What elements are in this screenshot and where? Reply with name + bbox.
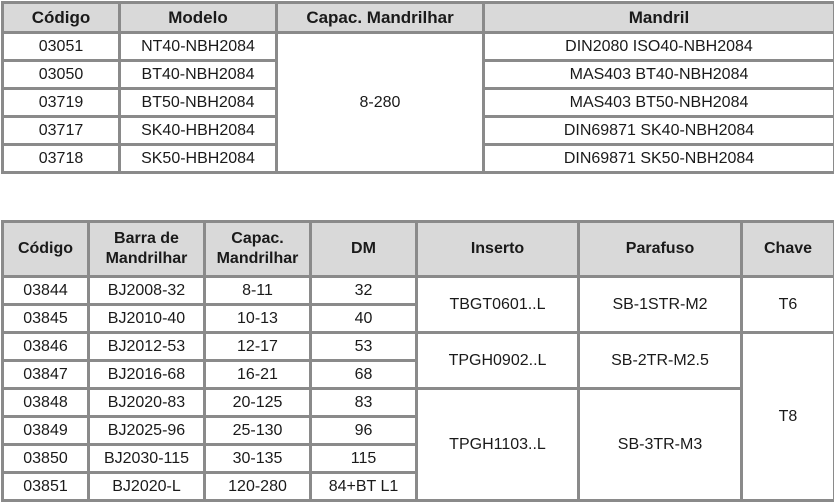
cell-barra: BJ2030-115: [89, 445, 205, 473]
cell-inserto: TBGT0601..L: [417, 277, 579, 333]
table-row: [3, 33, 834, 61]
cell-mandril: MAS403 BT50-NBH2084: [484, 89, 834, 117]
cell-capac: 120-280: [205, 473, 311, 501]
header-chave: Chave: [742, 222, 834, 277]
cell-mandril: MAS403 BT40-NBH2084: [484, 61, 834, 89]
cell-barra: BJ2010-40: [89, 305, 205, 333]
cell-capac: 12-17: [205, 333, 311, 361]
cell-codigo: 03845: [3, 305, 89, 333]
cell-parafuso: SB-1STR-M2: [579, 277, 742, 333]
cell-codigo: 03844: [3, 277, 89, 305]
cell-chave: T6: [742, 277, 834, 333]
cell-codigo: 03846: [3, 333, 89, 361]
header-dm: DM: [311, 222, 417, 277]
cell-barra: BJ2016-68: [89, 361, 205, 389]
cell-codigo: 03717: [3, 117, 120, 145]
cell-dm: 96: [311, 417, 417, 445]
cell-mandril: DIN2080 ISO40-NBH2084: [484, 33, 834, 61]
cell-chave: T8: [742, 333, 834, 501]
cell-capac: 16-21: [205, 361, 311, 389]
cell-modelo: BT50-NBH2084: [120, 89, 277, 117]
cell-mandril: DIN69871 SK50-NBH2084: [484, 145, 834, 173]
cell-parafuso: SB-2TR-M2.5: [579, 333, 742, 389]
cell-barra: BJ2012-53: [89, 333, 205, 361]
cell-capac: 20-125: [205, 389, 311, 417]
cell-inserto: TPGH1103..L: [417, 389, 579, 501]
cell-capac: 30-135: [205, 445, 311, 473]
header-barra-de-mandrilhar: Barra de Mandrilhar: [89, 222, 205, 277]
cell-codigo: 03847: [3, 361, 89, 389]
header-mandril: Mandril: [484, 3, 834, 33]
cell-codigo: 03848: [3, 389, 89, 417]
cell-modelo: SK40-HBH2084: [120, 117, 277, 145]
table-row: [3, 389, 834, 417]
cell-modelo: SK50-HBH2084: [120, 145, 277, 173]
cell-codigo: 03850: [3, 445, 89, 473]
cell-capac: 25-130: [205, 417, 311, 445]
cell-dm: 83: [311, 389, 417, 417]
table-header-row: [3, 3, 834, 33]
cell-barra: BJ2020-83: [89, 389, 205, 417]
cell-dm: 32: [311, 277, 417, 305]
cell-capac: 8-11: [205, 277, 311, 305]
header-modelo: Modelo: [120, 3, 277, 33]
table-row: [3, 333, 834, 361]
cell-codigo: 03051: [3, 33, 120, 61]
cell-codigo: 03851: [3, 473, 89, 501]
header-inserto: Inserto: [417, 222, 579, 277]
cell-barra: BJ2008-32: [89, 277, 205, 305]
cell-barra: BJ2020-L: [89, 473, 205, 501]
mandril-models-table: [1, 1, 834, 174]
boring-bars-table: [1, 220, 834, 502]
cell-codigo: 03719: [3, 89, 120, 117]
table-row: [3, 277, 834, 305]
table-header-row: [3, 222, 834, 277]
cell-dm: 68: [311, 361, 417, 389]
cell-codigo: 03050: [3, 61, 120, 89]
cell-barra: BJ2025-96: [89, 417, 205, 445]
cell-modelo: BT40-NBH2084: [120, 61, 277, 89]
header-capac-mandrilhar: Capac. Mandrilhar: [205, 222, 311, 277]
cell-codigo: 03718: [3, 145, 120, 173]
cell-capac: 10-13: [205, 305, 311, 333]
cell-codigo: 03849: [3, 417, 89, 445]
cell-dm: 84+BT L1: [311, 473, 417, 501]
header-codigo: Código: [3, 222, 89, 277]
cell-capac-shared: 8-280: [277, 33, 484, 173]
cell-dm: 53: [311, 333, 417, 361]
cell-dm: 115: [311, 445, 417, 473]
cell-inserto: TPGH0902..L: [417, 333, 579, 389]
header-capac-mandrilhar: Capac. Mandrilhar: [277, 3, 484, 33]
cell-dm: 40: [311, 305, 417, 333]
header-codigo: Código: [3, 3, 120, 33]
cell-mandril: DIN69871 SK40-NBH2084: [484, 117, 834, 145]
cell-modelo: NT40-NBH2084: [120, 33, 277, 61]
cell-parafuso: SB-3TR-M3: [579, 389, 742, 501]
header-parafuso: Parafuso: [579, 222, 742, 277]
